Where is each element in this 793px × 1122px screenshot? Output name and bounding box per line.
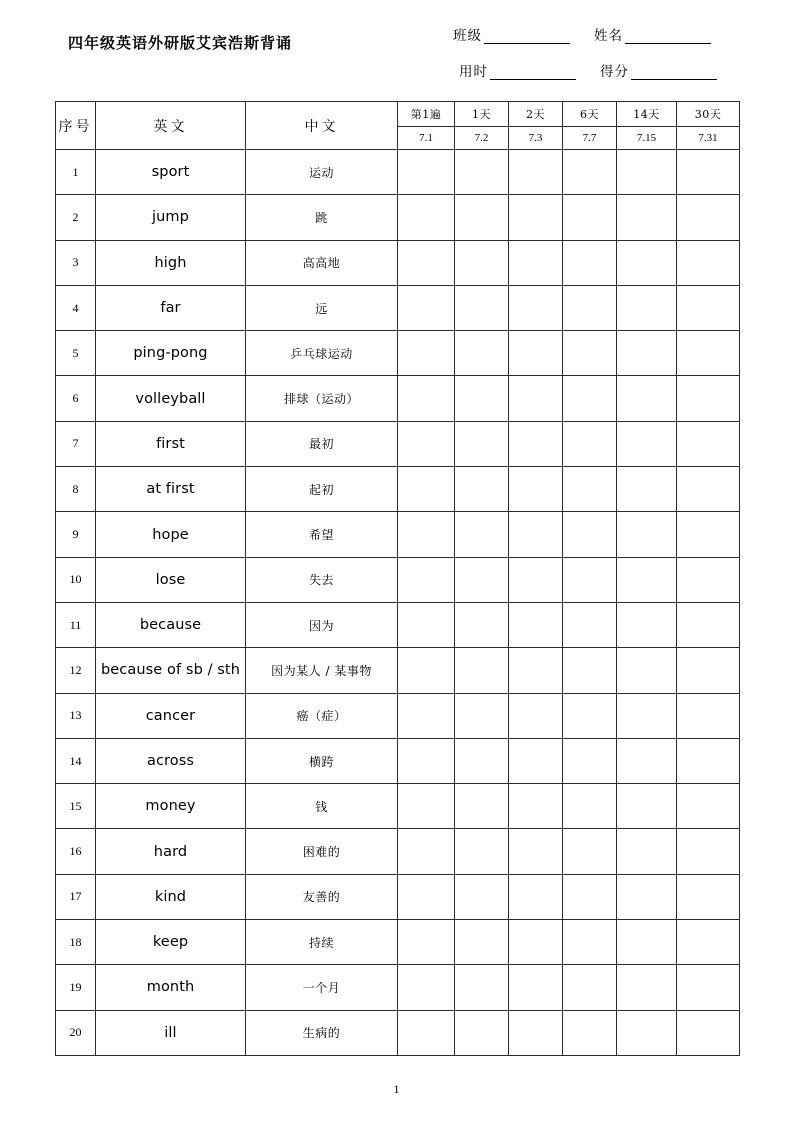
cell-check-day-2[interactable]	[509, 285, 563, 330]
score-field	[600, 60, 717, 80]
cell-chinese: 因为	[246, 602, 398, 647]
cell-english: volleyball	[96, 376, 246, 421]
cell-english: across	[96, 738, 246, 783]
cell-check-day-6[interactable]	[563, 195, 617, 240]
cell-chinese: 困难的	[246, 829, 398, 874]
cell-check-day-30[interactable]	[677, 738, 740, 783]
table-header	[56, 102, 740, 150]
cell-check-day-14[interactable]	[617, 285, 677, 330]
table-row	[56, 738, 740, 783]
cell-check-day-14[interactable]	[617, 784, 677, 829]
cell-no: 10	[56, 557, 96, 602]
cell-chinese: 生病的	[246, 1010, 398, 1055]
cell-check-day-2[interactable]	[509, 1010, 563, 1055]
score-input[interactable]	[631, 65, 717, 80]
cell-no: 20	[56, 1010, 96, 1055]
cell-check-day-2[interactable]	[509, 240, 563, 285]
table-row	[56, 467, 740, 512]
cell-check-day-2[interactable]	[509, 150, 563, 195]
col-header-day-6: 6天	[563, 102, 617, 127]
cell-check-round-1[interactable]	[398, 784, 455, 829]
cell-chinese: 横跨	[246, 738, 398, 783]
cell-check-round-1[interactable]	[398, 602, 455, 647]
cell-check-day-30[interactable]	[677, 376, 740, 421]
table-row	[56, 829, 740, 874]
cell-check-day-1[interactable]	[455, 195, 509, 240]
cell-check-day-1[interactable]	[455, 150, 509, 195]
cell-check-day-2[interactable]	[509, 557, 563, 602]
cell-check-day-1[interactable]	[455, 331, 509, 376]
cell-no: 7	[56, 421, 96, 466]
cell-check-day-1[interactable]	[455, 784, 509, 829]
cell-no: 13	[56, 693, 96, 738]
cell-check-round-1[interactable]	[398, 829, 455, 874]
cell-check-day-30[interactable]	[677, 965, 740, 1010]
cell-no: 14	[56, 738, 96, 783]
cell-chinese: 最初	[246, 421, 398, 466]
col-header-chinese: 中文	[246, 102, 398, 150]
col-date-day-1: 7.2	[455, 127, 509, 150]
cell-chinese: 一个月	[246, 965, 398, 1010]
cell-english: at first	[96, 467, 246, 512]
cell-check-day-14[interactable]	[617, 331, 677, 376]
cell-english: cancer	[96, 693, 246, 738]
cell-check-day-2[interactable]	[509, 602, 563, 647]
col-header-english: 英文	[96, 102, 246, 150]
cell-check-day-2[interactable]	[509, 195, 563, 240]
cell-check-day-1[interactable]	[455, 240, 509, 285]
cell-check-day-2[interactable]	[509, 693, 563, 738]
cell-check-day-1[interactable]	[455, 693, 509, 738]
student-info-block	[441, 24, 741, 96]
cell-check-round-1[interactable]	[398, 285, 455, 330]
cell-check-day-14[interactable]	[617, 874, 677, 919]
cell-chinese: 远	[246, 285, 398, 330]
col-header-round-1: 第1遍	[398, 102, 455, 127]
cell-chinese: 钱	[246, 784, 398, 829]
col-header-day-30: 30天	[677, 102, 740, 127]
cell-check-day-6[interactable]	[563, 784, 617, 829]
cell-check-day-2[interactable]	[509, 784, 563, 829]
cell-chinese: 友善的	[246, 874, 398, 919]
cell-check-day-30[interactable]	[677, 874, 740, 919]
cell-english: far	[96, 285, 246, 330]
cell-no: 19	[56, 965, 96, 1010]
cell-check-day-6[interactable]	[563, 467, 617, 512]
class-label: 班级	[453, 28, 482, 44]
cell-check-day-2[interactable]	[509, 376, 563, 421]
cell-check-day-6[interactable]	[563, 829, 617, 874]
cell-check-day-1[interactable]	[455, 738, 509, 783]
cell-check-day-30[interactable]	[677, 920, 740, 965]
cell-check-round-1[interactable]	[398, 421, 455, 466]
table-row	[56, 874, 740, 919]
cell-check-day-6[interactable]	[563, 240, 617, 285]
cell-english: keep	[96, 920, 246, 965]
class-input[interactable]	[484, 29, 570, 44]
name-input[interactable]	[625, 29, 711, 44]
cell-english: ill	[96, 1010, 246, 1055]
cell-english: month	[96, 965, 246, 1010]
cell-check-day-14[interactable]	[617, 557, 677, 602]
cell-check-day-14[interactable]	[617, 376, 677, 421]
cell-check-day-2[interactable]	[509, 421, 563, 466]
cell-check-day-6[interactable]	[563, 331, 617, 376]
cell-english: because of sb / sth	[96, 648, 246, 693]
cell-check-day-1[interactable]	[455, 557, 509, 602]
cell-no: 15	[56, 784, 96, 829]
cell-english: because	[96, 602, 246, 647]
cell-check-day-1[interactable]	[455, 874, 509, 919]
cell-chinese: 失去	[246, 557, 398, 602]
cell-check-round-1[interactable]	[398, 331, 455, 376]
cell-chinese: 乒乓球运动	[246, 331, 398, 376]
cell-english: first	[96, 421, 246, 466]
student-info-row-2	[441, 60, 741, 80]
cell-chinese: 持续	[246, 920, 398, 965]
time-used-field	[459, 60, 576, 80]
cell-check-day-2[interactable]	[509, 512, 563, 557]
cell-english: sport	[96, 150, 246, 195]
cell-check-day-30[interactable]	[677, 1010, 740, 1055]
cell-check-day-14[interactable]	[617, 829, 677, 874]
cell-check-round-1[interactable]	[398, 648, 455, 693]
cell-no: 5	[56, 331, 96, 376]
cell-check-day-30[interactable]	[677, 240, 740, 285]
col-date-day-2: 7.3	[509, 127, 563, 150]
cell-check-day-14[interactable]	[617, 693, 677, 738]
cell-check-round-1[interactable]	[398, 557, 455, 602]
cell-check-day-6[interactable]	[563, 738, 617, 783]
cell-check-round-1[interactable]	[398, 965, 455, 1010]
table-header-row-1	[56, 102, 740, 127]
cell-check-day-14[interactable]	[617, 195, 677, 240]
cell-check-day-2[interactable]	[509, 965, 563, 1010]
cell-check-day-14[interactable]	[617, 240, 677, 285]
cell-check-day-14[interactable]	[617, 467, 677, 512]
cell-check-day-30[interactable]	[677, 602, 740, 647]
table-row	[56, 1010, 740, 1055]
cell-no: 16	[56, 829, 96, 874]
cell-chinese: 排球（运动）	[246, 376, 398, 421]
cell-check-day-30[interactable]	[677, 693, 740, 738]
cell-check-day-14[interactable]	[617, 738, 677, 783]
cell-check-round-1[interactable]	[398, 240, 455, 285]
table-row	[56, 150, 740, 195]
name-field	[594, 24, 711, 44]
col-date-day-14: 7.15	[617, 127, 677, 150]
page-title: 四年级英语外研版艾宾浩斯背诵	[68, 34, 293, 52]
cell-check-day-6[interactable]	[563, 512, 617, 557]
cell-check-round-1[interactable]	[398, 376, 455, 421]
cell-english: kind	[96, 874, 246, 919]
table-body	[56, 150, 740, 1056]
table-row	[56, 602, 740, 647]
cell-check-day-14[interactable]	[617, 512, 677, 557]
cell-no: 3	[56, 240, 96, 285]
table-row	[56, 557, 740, 602]
cell-check-round-1[interactable]	[398, 195, 455, 240]
cell-check-day-2[interactable]	[509, 829, 563, 874]
cell-no: 18	[56, 920, 96, 965]
cell-check-day-1[interactable]	[455, 648, 509, 693]
cell-check-day-6[interactable]	[563, 421, 617, 466]
cell-check-day-30[interactable]	[677, 512, 740, 557]
col-date-day-30: 7.31	[677, 127, 740, 150]
cell-check-day-14[interactable]	[617, 150, 677, 195]
cell-check-round-1[interactable]	[398, 512, 455, 557]
cell-check-day-14[interactable]	[617, 421, 677, 466]
cell-check-day-6[interactable]	[563, 602, 617, 647]
cell-english: ping-pong	[96, 331, 246, 376]
cell-chinese: 跳	[246, 195, 398, 240]
cell-check-day-14[interactable]	[617, 648, 677, 693]
cell-check-day-1[interactable]	[455, 285, 509, 330]
cell-check-round-1[interactable]	[398, 693, 455, 738]
cell-check-day-1[interactable]	[455, 421, 509, 466]
cell-check-day-2[interactable]	[509, 648, 563, 693]
table-row	[56, 648, 740, 693]
cell-check-day-1[interactable]	[455, 829, 509, 874]
cell-chinese: 高高地	[246, 240, 398, 285]
table-row	[56, 965, 740, 1010]
col-date-day-6: 7.7	[563, 127, 617, 150]
cell-check-day-1[interactable]	[455, 467, 509, 512]
col-date-round-1: 7.1	[398, 127, 455, 150]
table-row	[56, 421, 740, 466]
cell-check-day-6[interactable]	[563, 874, 617, 919]
cell-no: 11	[56, 602, 96, 647]
cell-check-day-6[interactable]	[563, 1010, 617, 1055]
cell-check-round-1[interactable]	[398, 1010, 455, 1055]
col-header-day-2: 2天	[509, 102, 563, 127]
table-row	[56, 512, 740, 557]
cell-english: hard	[96, 829, 246, 874]
page-number: 1	[393, 1082, 400, 1096]
cell-no: 9	[56, 512, 96, 557]
cell-check-round-1[interactable]	[398, 467, 455, 512]
cell-english: high	[96, 240, 246, 285]
cell-check-round-1[interactable]	[398, 150, 455, 195]
cell-chinese: 运动	[246, 150, 398, 195]
cell-check-day-30[interactable]	[677, 784, 740, 829]
cell-no: 1	[56, 150, 96, 195]
cell-check-day-14[interactable]	[617, 1010, 677, 1055]
cell-check-day-30[interactable]	[677, 467, 740, 512]
cell-english: hope	[96, 512, 246, 557]
cell-check-day-14[interactable]	[617, 920, 677, 965]
cell-check-day-1[interactable]	[455, 376, 509, 421]
cell-check-day-2[interactable]	[509, 874, 563, 919]
time-used-label: 用时	[459, 64, 488, 80]
cell-check-round-1[interactable]	[398, 874, 455, 919]
cell-check-day-30[interactable]	[677, 648, 740, 693]
table-row	[56, 195, 740, 240]
cell-check-round-1[interactable]	[398, 738, 455, 783]
cell-no: 4	[56, 285, 96, 330]
cell-english: money	[96, 784, 246, 829]
col-header-no: 序号	[56, 102, 96, 150]
cell-english: lose	[96, 557, 246, 602]
cell-no: 17	[56, 874, 96, 919]
cell-check-day-6[interactable]	[563, 965, 617, 1010]
cell-check-day-30[interactable]	[677, 150, 740, 195]
time-used-input[interactable]	[490, 65, 576, 80]
col-header-day-1: 1天	[455, 102, 509, 127]
cell-no: 2	[56, 195, 96, 240]
cell-check-day-6[interactable]	[563, 920, 617, 965]
cell-english: jump	[96, 195, 246, 240]
cell-check-day-6[interactable]	[563, 648, 617, 693]
cell-check-day-1[interactable]	[455, 512, 509, 557]
document-header	[0, 24, 793, 84]
cell-no: 8	[56, 467, 96, 512]
table-row	[56, 240, 740, 285]
cell-check-day-14[interactable]	[617, 965, 677, 1010]
cell-check-day-6[interactable]	[563, 557, 617, 602]
cell-check-day-6[interactable]	[563, 150, 617, 195]
cell-chinese: 癌（症）	[246, 693, 398, 738]
table-row	[56, 285, 740, 330]
cell-check-day-30[interactable]	[677, 195, 740, 240]
table-row	[56, 920, 740, 965]
cell-check-day-30[interactable]	[677, 421, 740, 466]
cell-check-day-1[interactable]	[455, 965, 509, 1010]
cell-check-day-6[interactable]	[563, 285, 617, 330]
vocabulary-table	[55, 101, 740, 1056]
cell-no: 6	[56, 376, 96, 421]
cell-check-round-1[interactable]	[398, 920, 455, 965]
cell-check-day-2[interactable]	[509, 738, 563, 783]
class-field	[453, 24, 570, 44]
cell-check-day-30[interactable]	[677, 331, 740, 376]
cell-check-day-1[interactable]	[455, 1010, 509, 1055]
cell-check-day-1[interactable]	[455, 920, 509, 965]
cell-check-day-6[interactable]	[563, 693, 617, 738]
cell-check-day-2[interactable]	[509, 920, 563, 965]
cell-chinese: 起初	[246, 467, 398, 512]
cell-check-day-2[interactable]	[509, 331, 563, 376]
table-row	[56, 693, 740, 738]
cell-check-day-30[interactable]	[677, 285, 740, 330]
cell-check-day-30[interactable]	[677, 829, 740, 874]
table-row	[56, 784, 740, 829]
cell-chinese: 因为某人 / 某事物	[246, 648, 398, 693]
cell-check-day-2[interactable]	[509, 467, 563, 512]
name-label: 姓名	[594, 28, 623, 44]
student-info-row-1	[441, 24, 741, 44]
cell-check-day-1[interactable]	[455, 602, 509, 647]
cell-check-day-6[interactable]	[563, 376, 617, 421]
cell-check-day-30[interactable]	[677, 557, 740, 602]
cell-check-day-14[interactable]	[617, 602, 677, 647]
table-row	[56, 331, 740, 376]
cell-chinese: 希望	[246, 512, 398, 557]
score-label: 得分	[600, 64, 629, 80]
cell-no: 12	[56, 648, 96, 693]
table-row	[56, 376, 740, 421]
col-header-day-14: 14天	[617, 102, 677, 127]
